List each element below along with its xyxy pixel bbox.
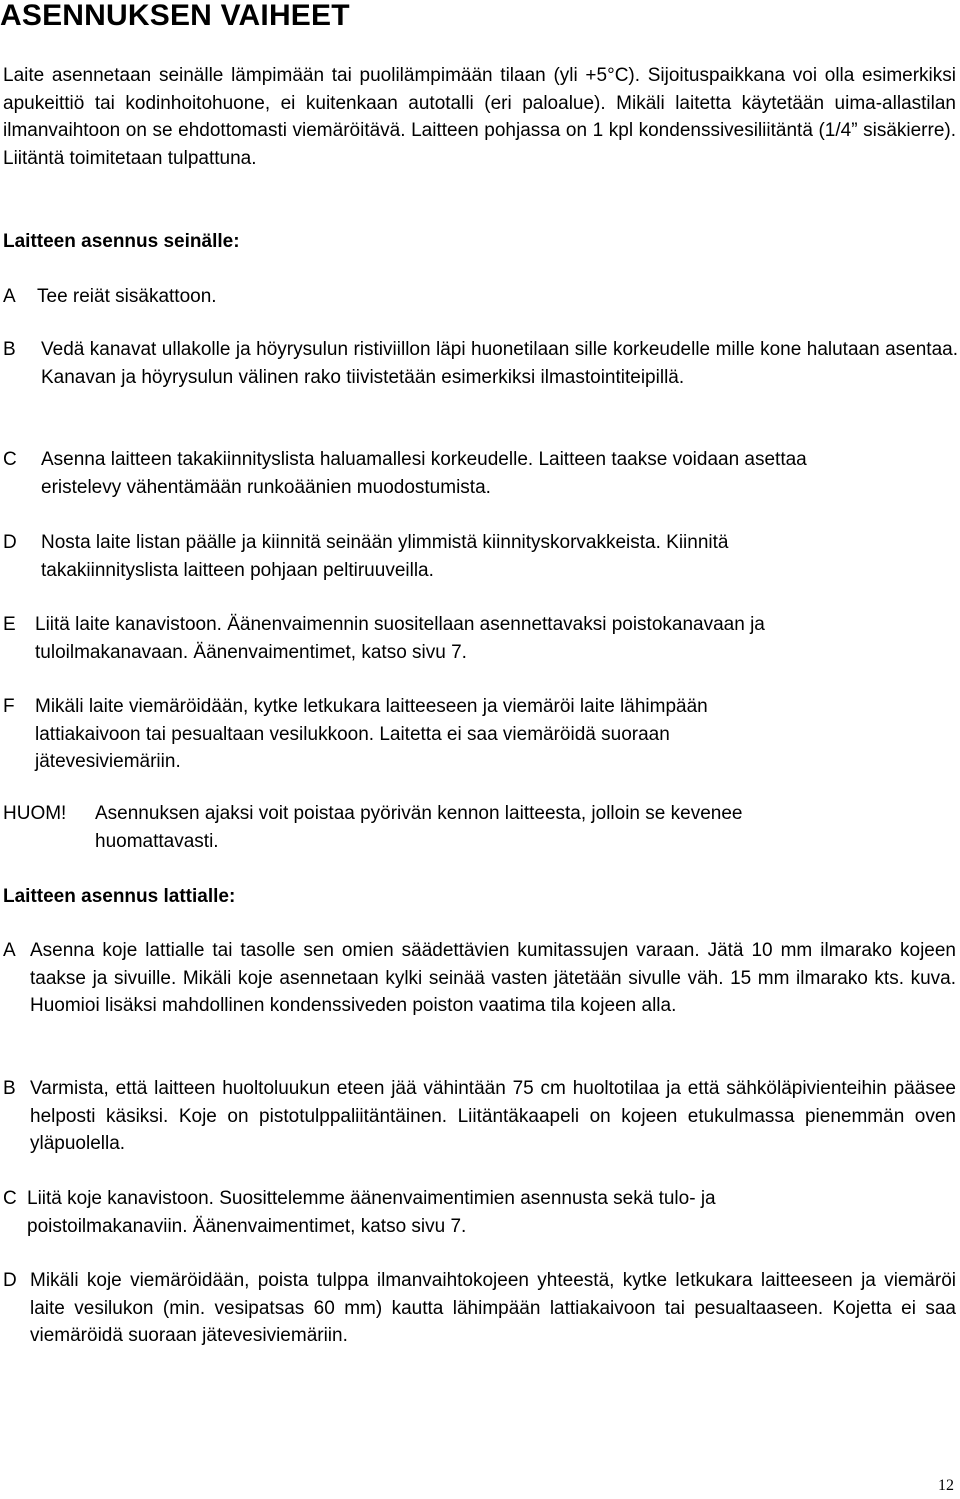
step-letter: C [3, 1188, 17, 1209]
note-paragraph [3, 800, 958, 855]
wall-installation-heading: Laitteen asennus seinälle: [3, 231, 240, 252]
wall-step-f [3, 693, 958, 776]
step-text: Varmista, että laitteen huoltoluukun eteen jää vähintään 75 cm huoltotilaa ja että sähköläpivienteihin pääsee helposti käsiksi. Koje on pistotulppaliitäntäinen. Liitäntäkaapeli on kojeen etukulmassa pienemmän oven yläpuolella. [30, 1078, 956, 1154]
floor-step-d [3, 1267, 956, 1350]
wall-step-a [3, 283, 958, 311]
step-letter: D [3, 532, 17, 553]
wall-step-b [3, 336, 958, 391]
floor-step-b [3, 1075, 956, 1158]
note-text: Asennuksen ajaksi voit poistaa pyörivän kennon laitteesta, jolloin se kevenee huomattavasti. [95, 803, 743, 852]
wall-step-e [3, 611, 958, 666]
floor-installation-heading: Laitteen asennus lattialle: [3, 886, 236, 907]
step-text: Tee reiät sisäkattoon. [37, 286, 217, 307]
intro-paragraph: Laite asennetaan seinälle lämpimään tai puolilämpimään tilaan (yli +5°C). Sijoituspaikkana voi olla esimerkiksi apukeittiö tai kodinhoitohuone, ei kuitenkaan autotalli (eri paloalue). Mikäli laitetta käytetään uima-allastilan ilmanvaihtoon on se ehdottomasti viemäröitävä. Laitteen pohjassa on 1 kpl kondenssivesiliitäntä (1/4” sisäkierre). Liitäntä toimitetaan tulpattuna. [3, 65, 956, 169]
step-letter: B [3, 1078, 16, 1099]
page-number: 12 [938, 1477, 954, 1494]
step-letter: B [3, 339, 16, 360]
page-title: ASENNUKSEN VAIHEET [0, 0, 350, 32]
step-text: Asenna laitteen takakiinnityslista haluamallesi korkeudelle. Laitteen taakse voidaan asettaa eristelevy vähentämään runkoäänien muodostumista. [41, 449, 807, 498]
wall-step-c [3, 446, 958, 501]
floor-step-a [3, 937, 956, 1020]
step-letter: A [3, 940, 16, 961]
step-letter: A [3, 286, 16, 307]
step-text: Asenna koje lattialle tai tasolle sen omien säädettävien kumitassujen varaan. Jätä 10 mm ilmarako kojeen taakse ja sivuille. Mikäli koje asennetaan kylki seinää vasten jätetään sivulle väh. 15 mm ilmarako kts. kuva. Huomioi lisäksi mahdollinen kondenssiveden poiston vaatima tila kojeen alla. [30, 940, 956, 1016]
step-text: Mikäli laite viemäröidään, kytke letkukara laitteeseen ja viemäröi laite lähimpään lattiakaivoon tai pesualtaan vesilukkoon. Laitetta ei saa viemäröidä suoraan jätevesiviemäriin. [35, 696, 708, 772]
step-letter: D [3, 1270, 17, 1291]
step-text: Vedä kanavat ullakolle ja höyrysulun ristiviillon läpi huonetilaan sille korkeudelle mille kone halutaan asentaa. Kanavan ja höyrysulun välinen rako tiivistetään esimerkiksi ilmastointiteipillä. [41, 339, 958, 388]
step-letter: C [3, 449, 17, 470]
step-text: Liitä koje kanavistoon. Suosittelemme äänenvaimentimien asennusta sekä tulo- ja poistoilmakanaviin. Äänenvaimentimet, katso sivu 7. [27, 1188, 716, 1237]
step-text: Mikäli koje viemäröidään, poista tulppa ilmanvaihtokojeen yhteestä, kytke letkukara laitteeseen ja viemäröi laite vesilukon (min. vesipatsas 60 mm) kautta lähimpään lattiakaivoon tai pesualtaaseen. Kojetta ei saa viemäröidä suoraan jätevesiviemäriin. [30, 1270, 956, 1346]
step-letter: F [3, 696, 15, 717]
note-label: HUOM! [3, 803, 67, 824]
step-text: Nosta laite listan päälle ja kiinnitä seinään ylimmistä kiinnityskorvakkeista. Kiinnitä takakiinnityslista laitteen pohjaan peltiruuveilla. [41, 532, 729, 581]
floor-step-c [3, 1185, 956, 1240]
step-letter: E [3, 614, 16, 635]
wall-step-d [3, 529, 958, 584]
step-text: Liitä laite kanavistoon. Äänenvaimennin suositellaan asennettavaksi poistokanavaan ja tuloilmakanavaan. Äänenvaimentimet, katso sivu 7. [35, 614, 765, 663]
